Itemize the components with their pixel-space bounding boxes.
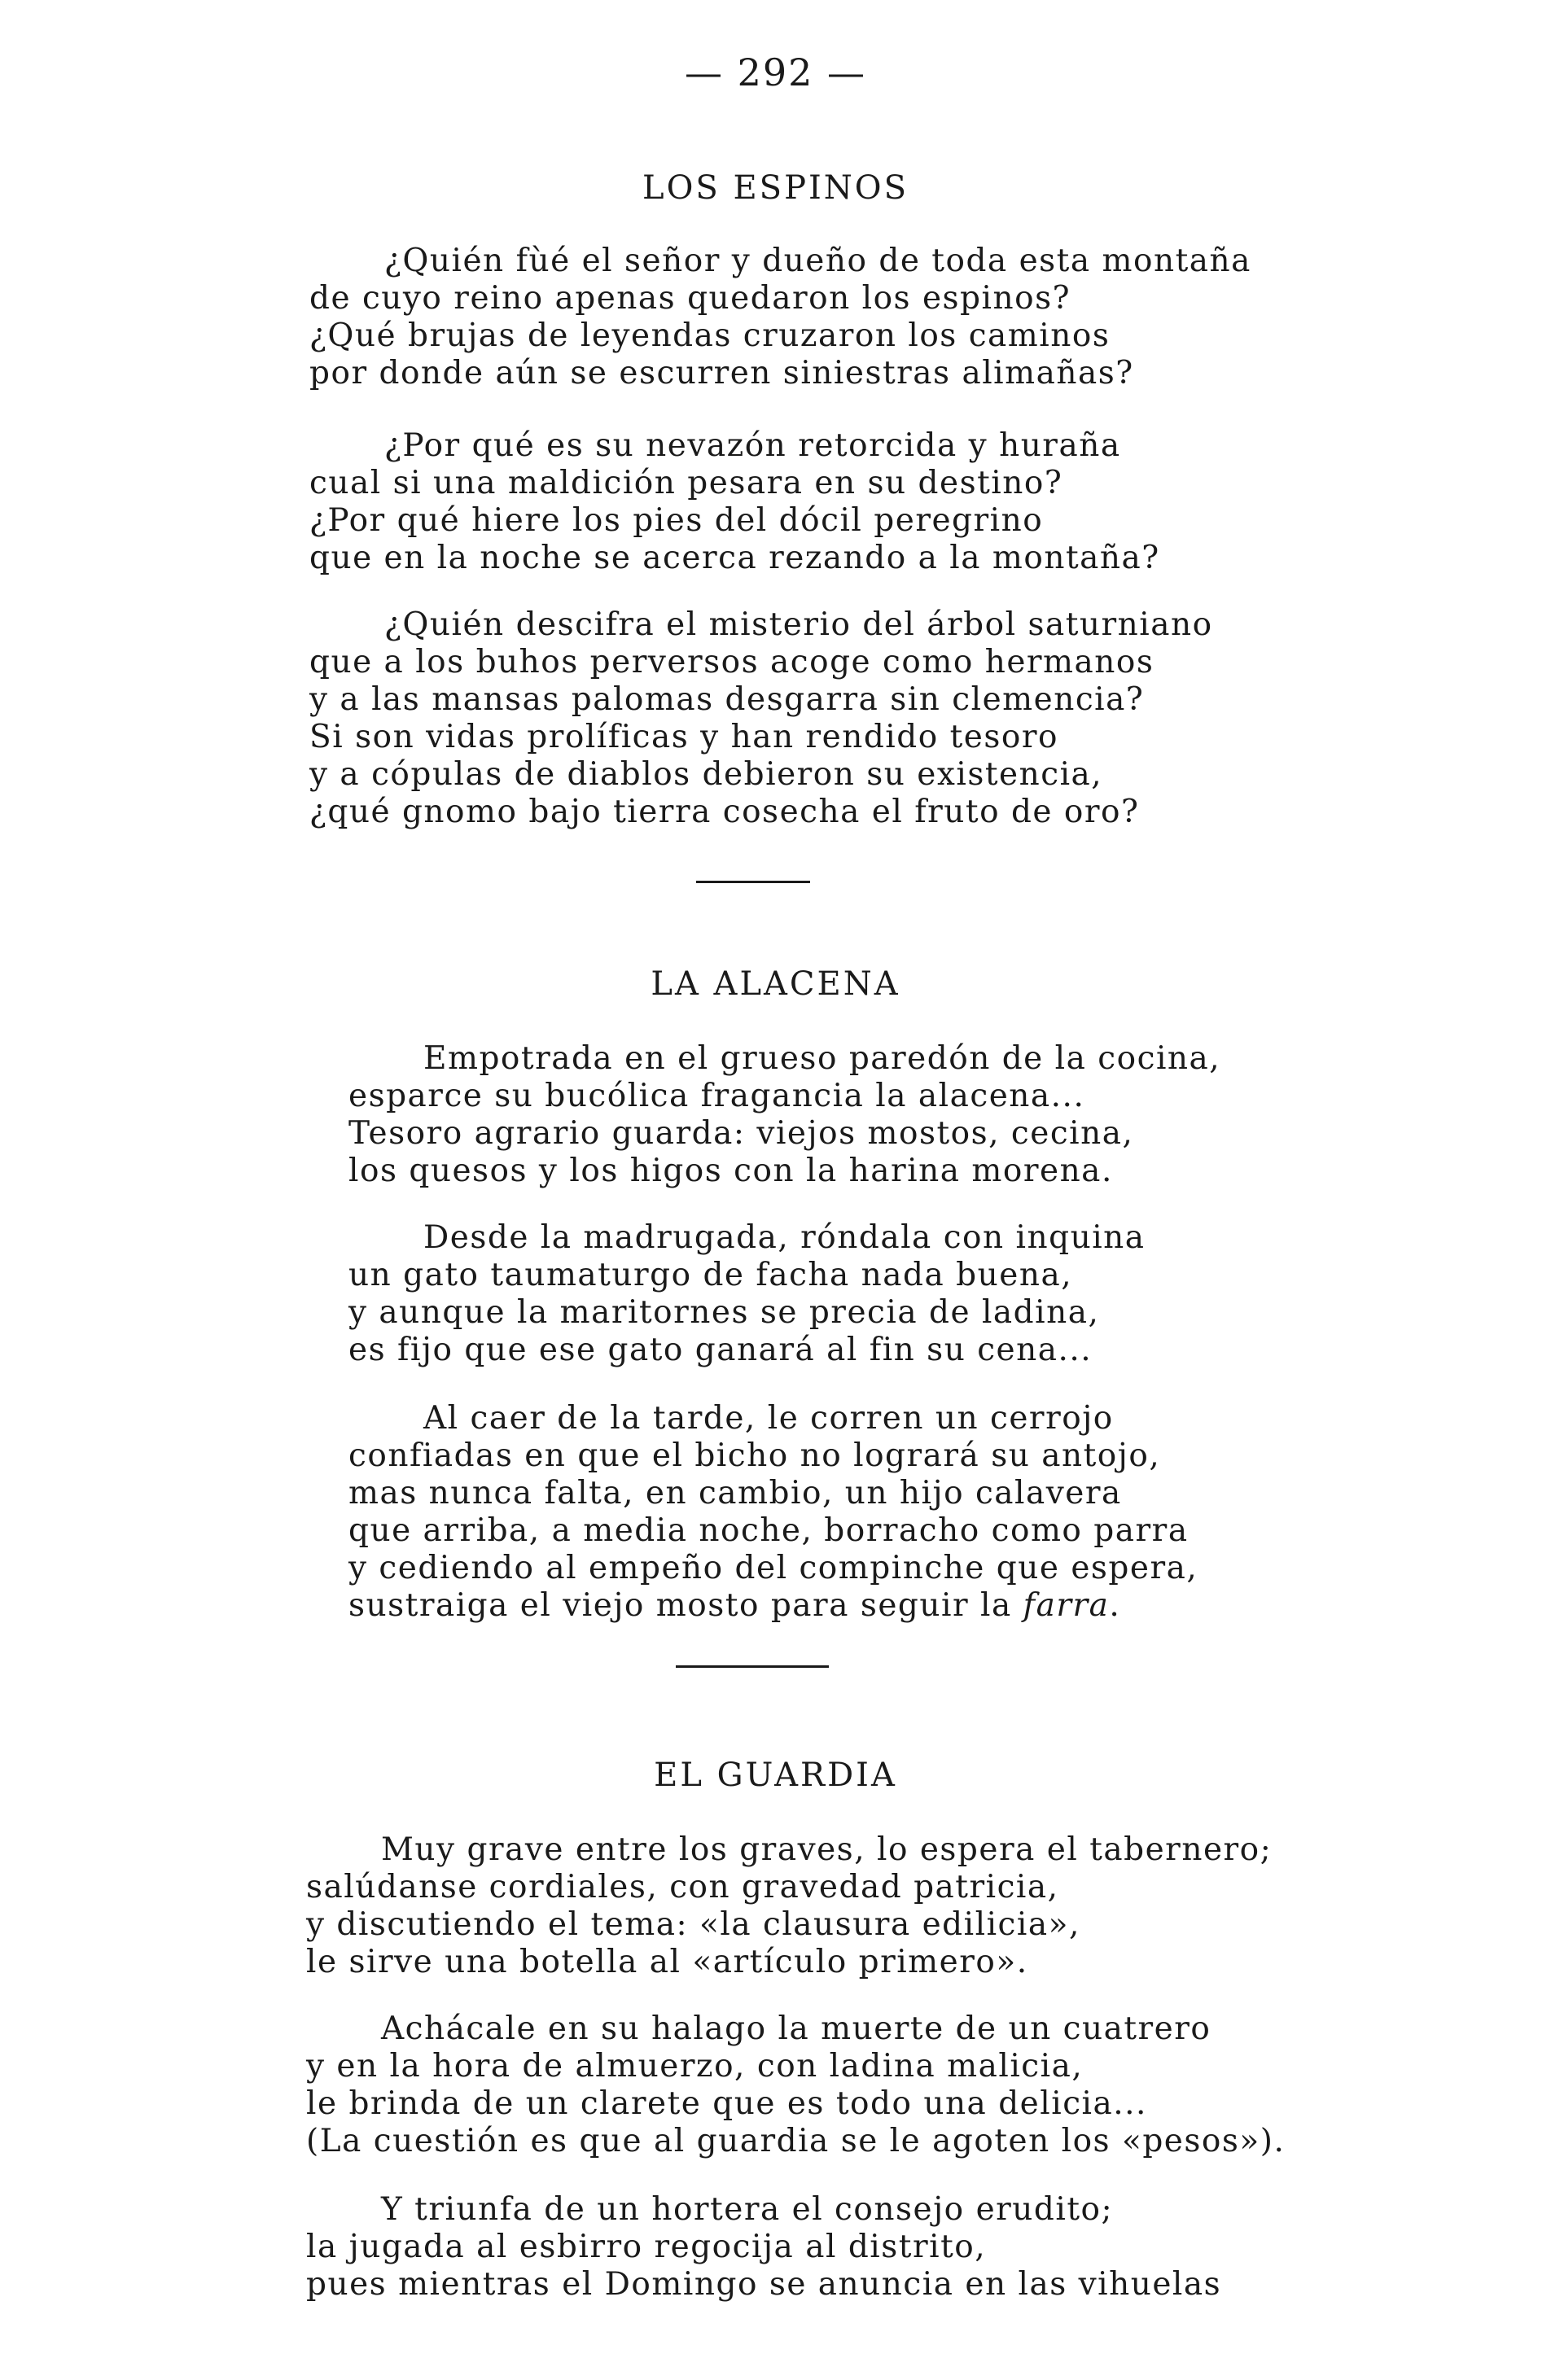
verse-line: (La cuestión es que al guardia se le agoten los «pesos»). [306,2123,1286,2159]
verse-line: y a cópulas de diablos debieron su existencia, [309,756,1103,793]
verse-line: un gato taumaturgo de facha nada buena, [348,1257,1073,1293]
poem-title-el-guardia: EL GUARDIA [654,1757,897,1794]
verse-line: esparce su bucólica fragancia la alacena... [348,1078,1085,1114]
verse-line: que arriba, a media noche, borracho como parra [348,1512,1189,1549]
verse-line: confiadas en que el bicho no logrará su antojo, [348,1437,1161,1474]
stanza-el-guardia-2 [306,2010,1285,2160]
verse-line: Empotrada en el grueso paredón de la cocina, [423,1040,1221,1077]
verse-line: ¿Quién descifra el misterio del árbol saturniano [384,606,1213,643]
stanza-los-espinos-2 [309,427,1160,577]
stanza-los-espinos-3 [309,606,1213,831]
verse-line: y discutiendo el tema: «la clausura edilicia», [306,1906,1080,1943]
verse-line: salúdanse cordiales, con gravedad patricia, [306,1869,1059,1905]
verse-line: por donde aún se escurren siniestras alimañas? [309,355,1134,392]
verse-line: pues mientras el Domingo se anuncia en las vihuelas [306,2266,1222,2303]
verse-line: y a las mansas palomas desgarra sin clemencia? [309,681,1145,718]
verse-line-last [348,1587,1198,1625]
verse-line: la jugada al esbirro regocija al distrito, [306,2229,987,2265]
verse-line: Desde la madrugada, róndala con inquina [423,1219,1146,1256]
poem-title-la-alacena: LA ALACENA [651,965,900,1003]
line-period: . [1109,1587,1121,1624]
verse-line: Al caer de la tarde, le corren un cerrojo [423,1400,1114,1437]
verse-line: cual si una maldición pesara en su destino? [309,465,1063,501]
section-divider [676,1665,829,1668]
verse-line: y cediendo al empeño del compinche que espera, [348,1550,1198,1586]
stanza-la-alacena-2 [348,1219,1146,1369]
verse-line: ¿qué gnomo bajo tierra cosecha el fruto de oro? [309,794,1140,830]
stanza-el-guardia-1 [306,1831,1272,1981]
italic-word: farra [1023,1587,1110,1624]
poem-title-los-espinos: LOS ESPINOS [642,169,909,207]
verse-line: Si son vidas prolíficas y han rendido tesoro [309,719,1058,755]
verse-line: le brinda de un clarete que es todo una delicia... [306,2085,1147,2122]
section-divider [696,881,810,883]
verse-line: ¿Quién fùé el señor y dueño de toda esta montaña [384,243,1251,279]
verse-line: ¿Por qué es su nevazón retorcida y huraña [384,427,1121,464]
verse-line: ¿Qué brujas de leyendas cruzaron los caminos [309,317,1111,354]
verse-line: de cuyo reino apenas quedaron los espinos? [309,280,1071,317]
verse-line: y en la hora de almuerzo, con ladina malicia, [306,2048,1084,2085]
stanza-los-espinos-1 [309,243,1251,392]
verse-line: Achácale en su halago la muerte de un cuatrero [381,2010,1211,2047]
stanza-la-alacena-1 [348,1040,1220,1190]
stanza-la-alacena-3 [348,1400,1198,1625]
verse-line: Muy grave entre los graves, lo espera el tabernero; [381,1831,1273,1868]
verse-line: mas nunca falta, en cambio, un hijo calavera [348,1475,1122,1512]
verse-line: le sirve una botella al «artículo primero». [306,1944,1028,1980]
page-number: — 292 — [684,50,867,94]
verse-line: los quesos y los higos con la harina morena. [348,1153,1113,1189]
verse-line: ¿Por qué hiere los pies del dócil peregrino [309,502,1044,539]
verse-line: que a los buhos perversos acoge como hermanos [309,644,1154,680]
stanza-el-guardia-3 [306,2191,1221,2303]
verse-line: que en la noche se acerca rezando a la montaña? [309,540,1160,576]
verse-line: y aunque la maritornes se precia de ladina, [348,1294,1100,1331]
verse-line: es fijo que ese gato ganará al fin su cena... [348,1332,1093,1368]
verse-line: Tesoro agrario guarda: viejos mostos, cecina, [348,1115,1134,1152]
verse-line-text: sustraiga el viejo mosto para seguir la [348,1587,1023,1624]
verse-line: Y triunfa de un hortera el consejo erudito; [381,2191,1114,2228]
